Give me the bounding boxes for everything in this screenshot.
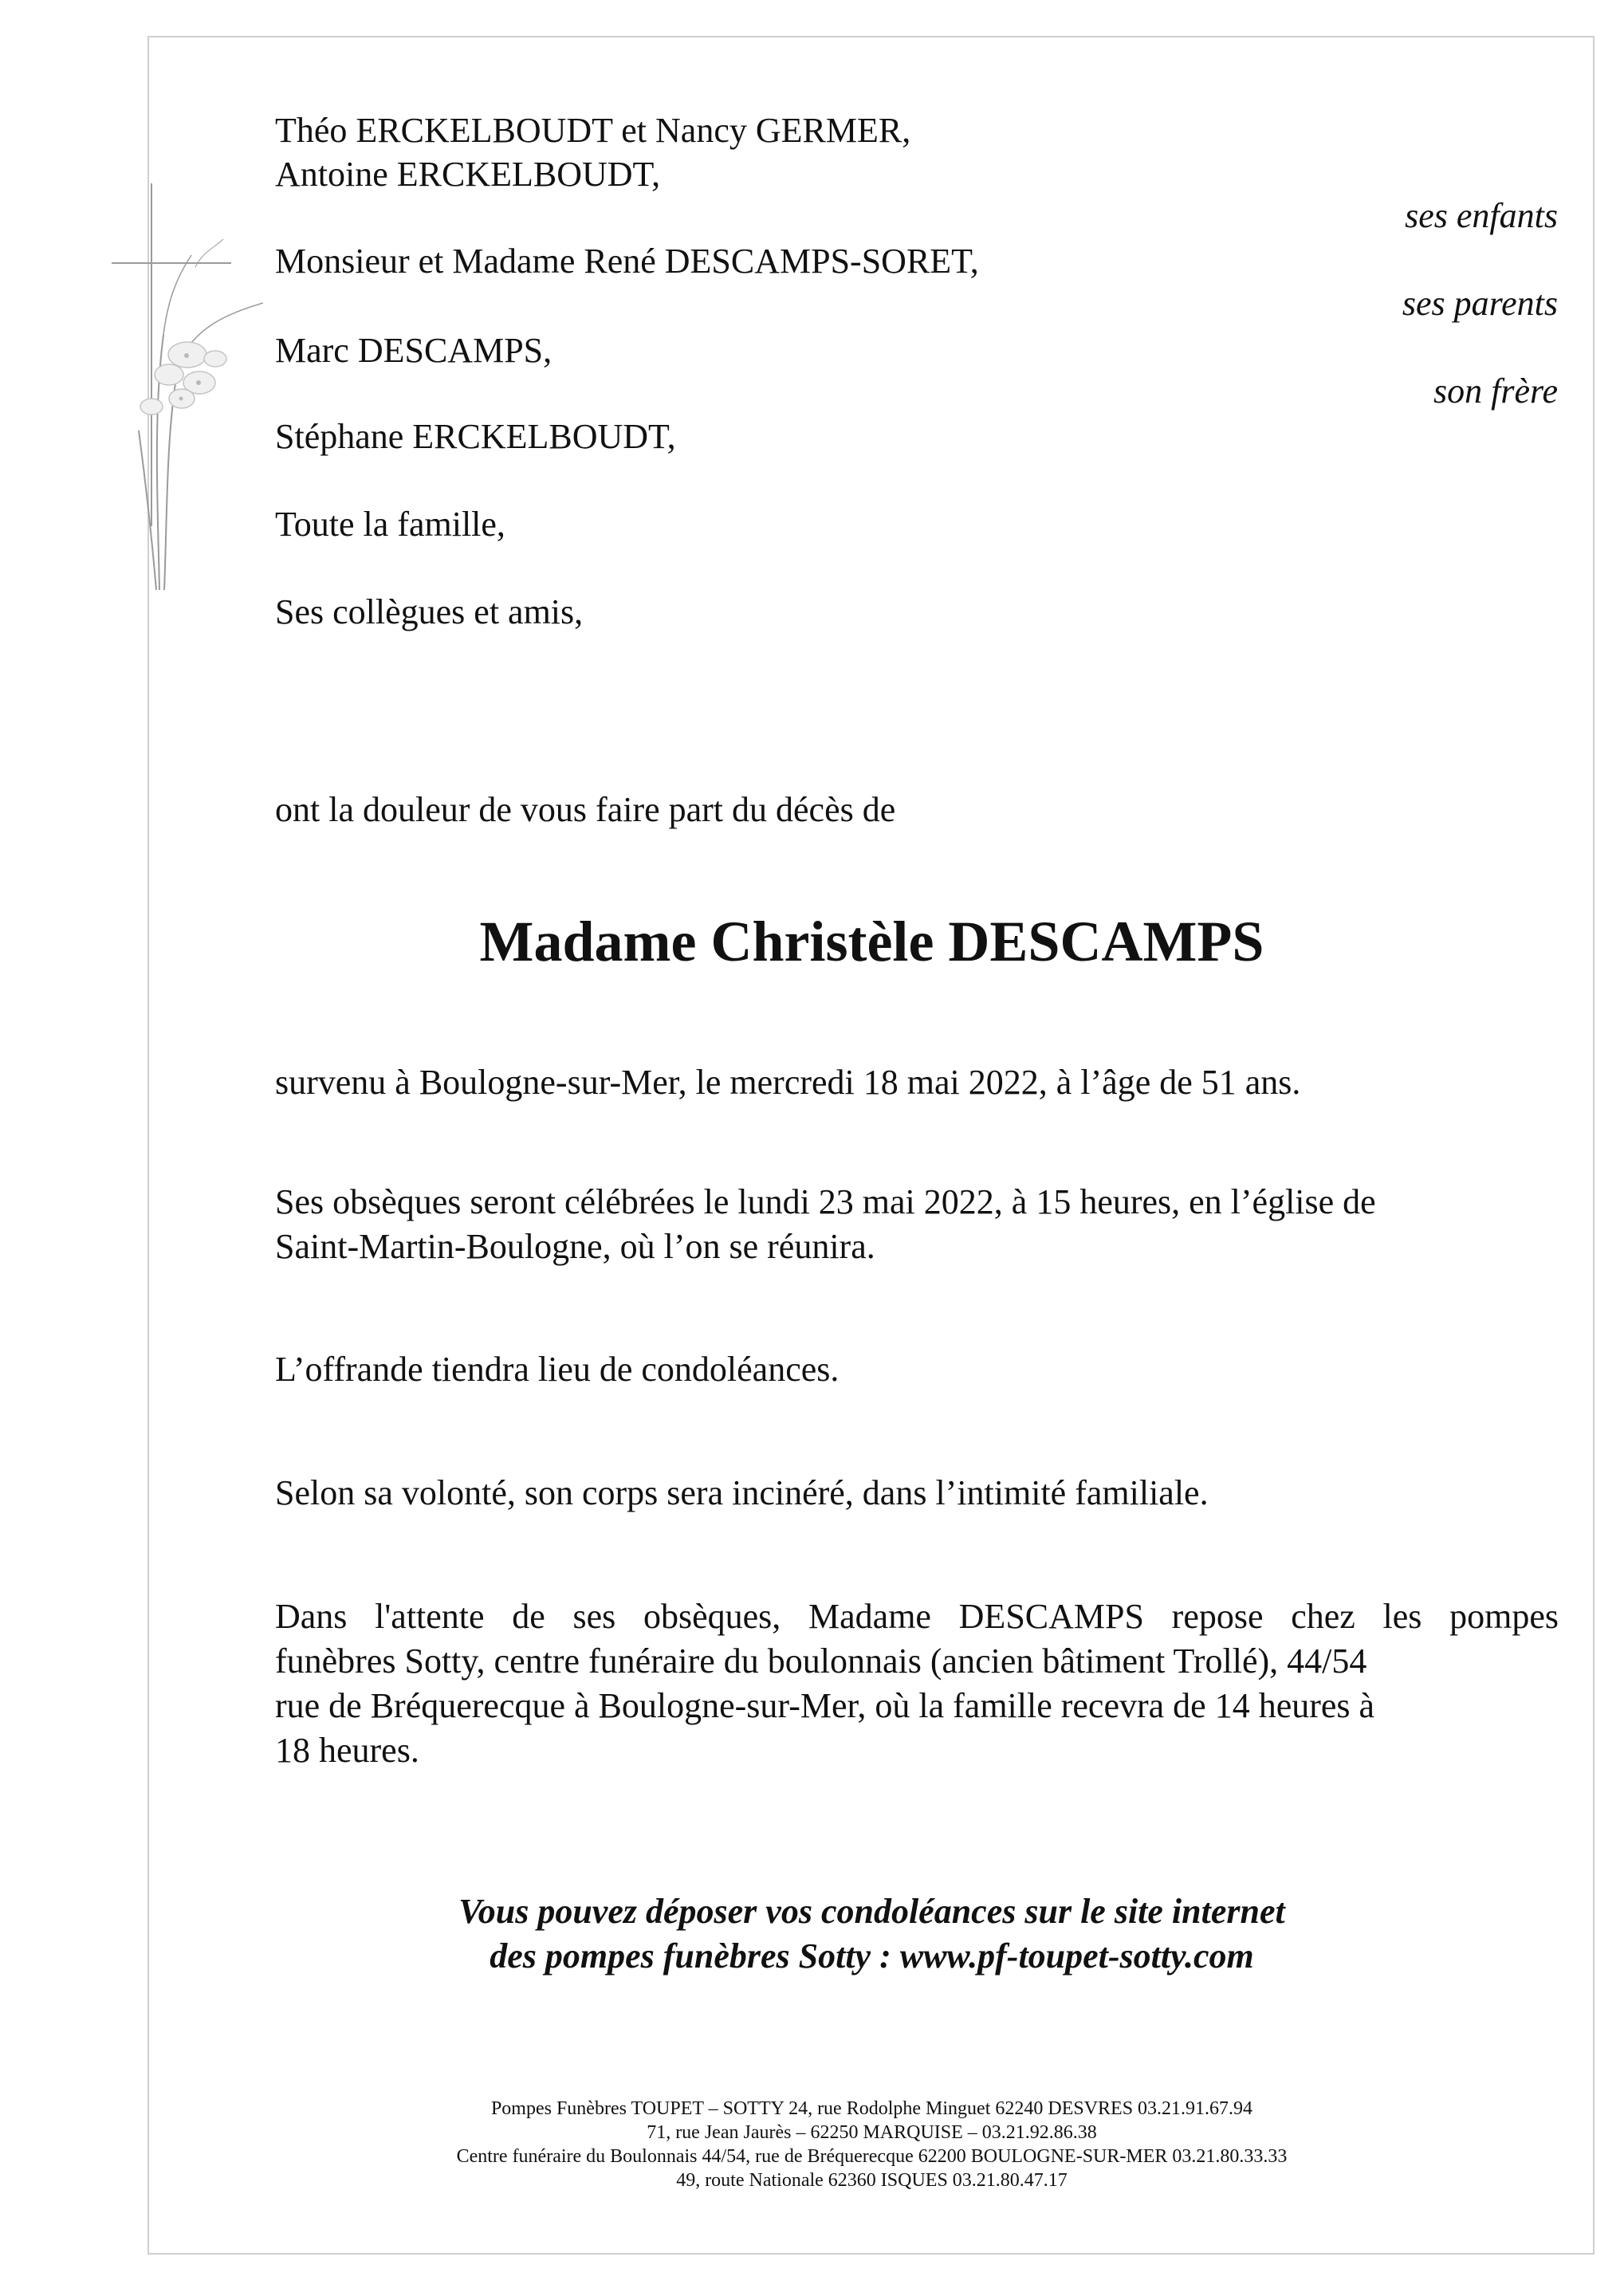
website-notice — [0, 1889, 1624, 1979]
footer-contacts — [0, 2097, 1624, 2192]
cremation-paragraph: Selon sa volonté, son corps sera incinéré, dans l’intimité familiale. — [275, 1473, 1209, 1512]
footer-line: Centre funéraire du Boulonnais 44/54, rue de Bréquerecque 62200 BOULOGNE-SUR-MER 03.21.80.33.33 — [456, 2146, 1288, 2167]
deceased-name: Madame Christèle DESCAMPS — [479, 910, 1264, 973]
rest-line: funèbres Sotty, centre funéraire du boulonnais (ancien bâtiment Trollé), 44/54 — [275, 1641, 1367, 1681]
funeral-line: Saint-Martin-Boulogne, où l’on se réunira. — [275, 1227, 875, 1266]
footer-line: Pompes Funèbres TOUPET – SOTTY 24, rue Rodolphe Minguet 62240 DESVRES 03.21.91.67.94 — [490, 2098, 1253, 2119]
family-line-friends: Ses collègues et amis, — [275, 592, 584, 631]
death-paragraph: survenu à Boulogne-sur-Mer, le mercredi 18 mai 2022, à l’âge de 51 ans. — [275, 1063, 1301, 1102]
role-parents: ses parents — [1402, 284, 1558, 323]
family-line-family: Toute la famille, — [275, 505, 505, 544]
rest-line: 18 heures. — [275, 1731, 419, 1770]
footer-line: 49, route Nationale 62360 ISQUES 03.21.80.47.17 — [676, 2170, 1068, 2191]
rest-paragraph — [275, 1594, 1559, 1773]
role-children: ses enfants — [1405, 196, 1558, 235]
cross-with-flowers-icon — [104, 175, 263, 590]
role-brother: son frère — [1433, 372, 1558, 411]
family-line-parents: Monsieur et Madame René DESCAMPS-SORET, — [275, 242, 979, 281]
website-notice-line: des pompes funèbres Sotty : www.pf-toupet-sotty.com — [490, 1936, 1254, 1976]
announcement: ont la douleur de vous faire part du décès de — [275, 790, 896, 829]
rest-line: rue de Bréquerecque à Boulogne-sur-Mer, où la famille recevra de 14 heures à — [275, 1686, 1375, 1725]
funeral-line: Ses obsèques seront célébrées le lundi 23 mai 2022, à 15 heures, en l’église de — [275, 1182, 1376, 1221]
website-notice-line: Vous pouvez déposer vos condoléances sur le site internet — [458, 1892, 1285, 1931]
offering-paragraph: L’offrande tiendra lieu de condoléances. — [275, 1350, 840, 1389]
rest-line: Dans l'attente de ses obsèques, Madame DESCAMPS repose chez les pompes — [275, 1597, 1559, 1636]
family-line-brother: Marc DESCAMPS, — [275, 331, 552, 370]
funeral-paragraph — [275, 1180, 1559, 1269]
family-line-children-2: Antoine ERCKELBOUDT, — [275, 155, 661, 194]
family-line-children-1: Théo ERCKELBOUDT et Nancy GERMER, — [275, 111, 911, 150]
family-line-stephane: Stéphane ERCKELBOUDT, — [275, 417, 676, 456]
footer-line: 71, rue Jean Jaurès – 62250 MARQUISE – 03.21.92.86.38 — [647, 2122, 1097, 2143]
